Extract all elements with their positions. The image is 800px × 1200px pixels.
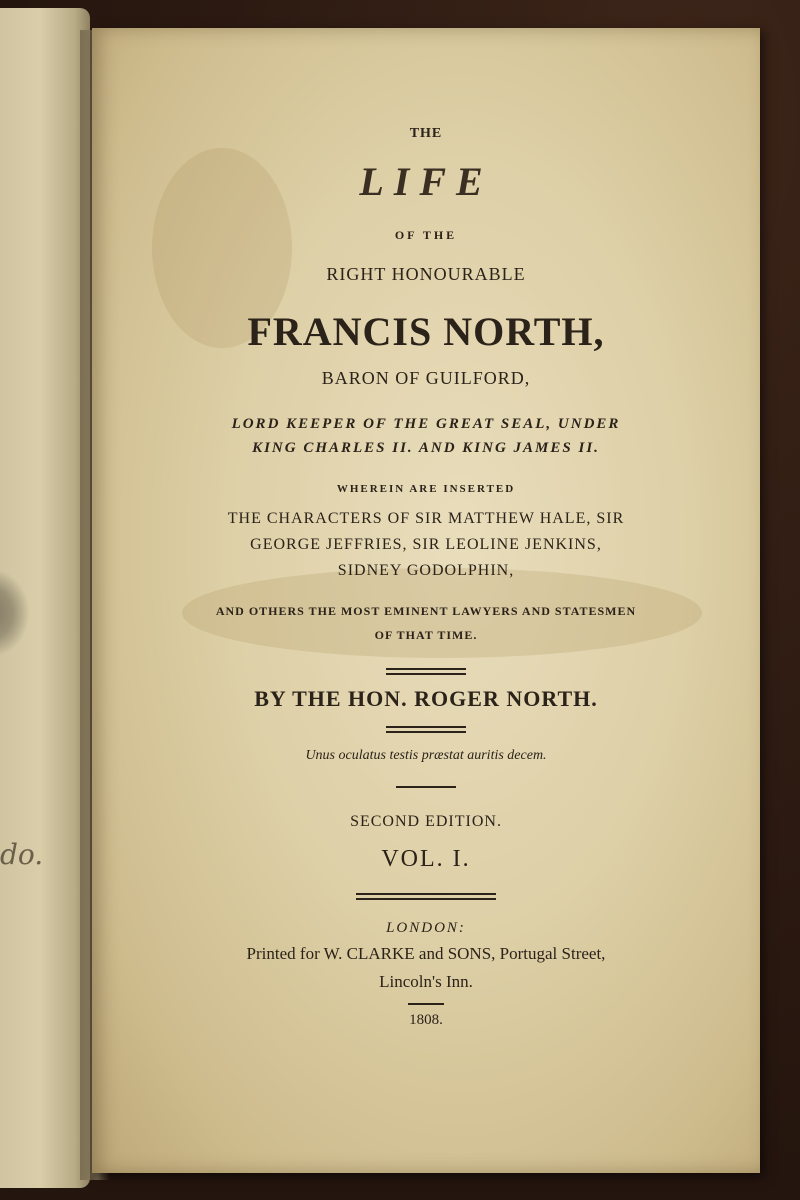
double-rule-1 [386, 668, 466, 675]
title-the: THE [409, 126, 443, 141]
characters-line-3: SIDNEY GODOLPHIN, [337, 562, 515, 579]
latin-motto: Unus oculatus testis præstat auritis decem. [305, 748, 547, 763]
office-line-1: LORD KEEPER OF THE GREAT SEAL, UNDER [231, 416, 621, 432]
right-honourable: RIGHT HONOURABLE [326, 264, 526, 284]
edition-line: SECOND EDITION. [350, 813, 502, 830]
title-of-the: OF THE [394, 228, 458, 242]
characters-line-1: THE CHARACTERS OF SIR MATTHEW HALE, SIR [227, 510, 625, 527]
double-rule-2 [386, 726, 466, 733]
printer-line-2: Lincoln's Inn. [379, 972, 473, 991]
volume-line: VOL. I. [381, 846, 471, 872]
title-page [92, 28, 760, 1173]
printer-line-1: Printed for W. CLARKE and SONS, Portugal Street, [246, 944, 606, 963]
others-line-1: AND OTHERS THE MOST EMINENT LAWYERS AND STATESMEN [215, 604, 637, 618]
wherein-inserted: WHEREIN ARE INSERTED [336, 483, 516, 495]
year-rule [408, 1003, 444, 1005]
subject-name: FRANCIS NORTH, [247, 309, 605, 354]
others-line-2: OF THAT TIME. [374, 628, 478, 642]
office-line-2: KING CHARLES II. AND KING JAMES II. [252, 440, 600, 456]
baron-title: BARON OF GUILFORD, [321, 368, 531, 388]
short-rule [396, 786, 456, 788]
frontispiece-engraving-edge [0, 568, 30, 658]
handwritten-fragment: do. [0, 838, 44, 871]
imprint-year: 1808. [409, 1012, 443, 1028]
imprint-city: LONDON: [386, 920, 466, 936]
author-line: BY THE HON. ROGER NORTH. [254, 686, 598, 711]
double-rule-3 [356, 893, 496, 900]
title-life: LIFE [359, 159, 493, 204]
left-facing-page [0, 8, 90, 1188]
characters-line-2: GEORGE JEFFRIES, SIR LEOLINE JENKINS, [250, 536, 602, 553]
